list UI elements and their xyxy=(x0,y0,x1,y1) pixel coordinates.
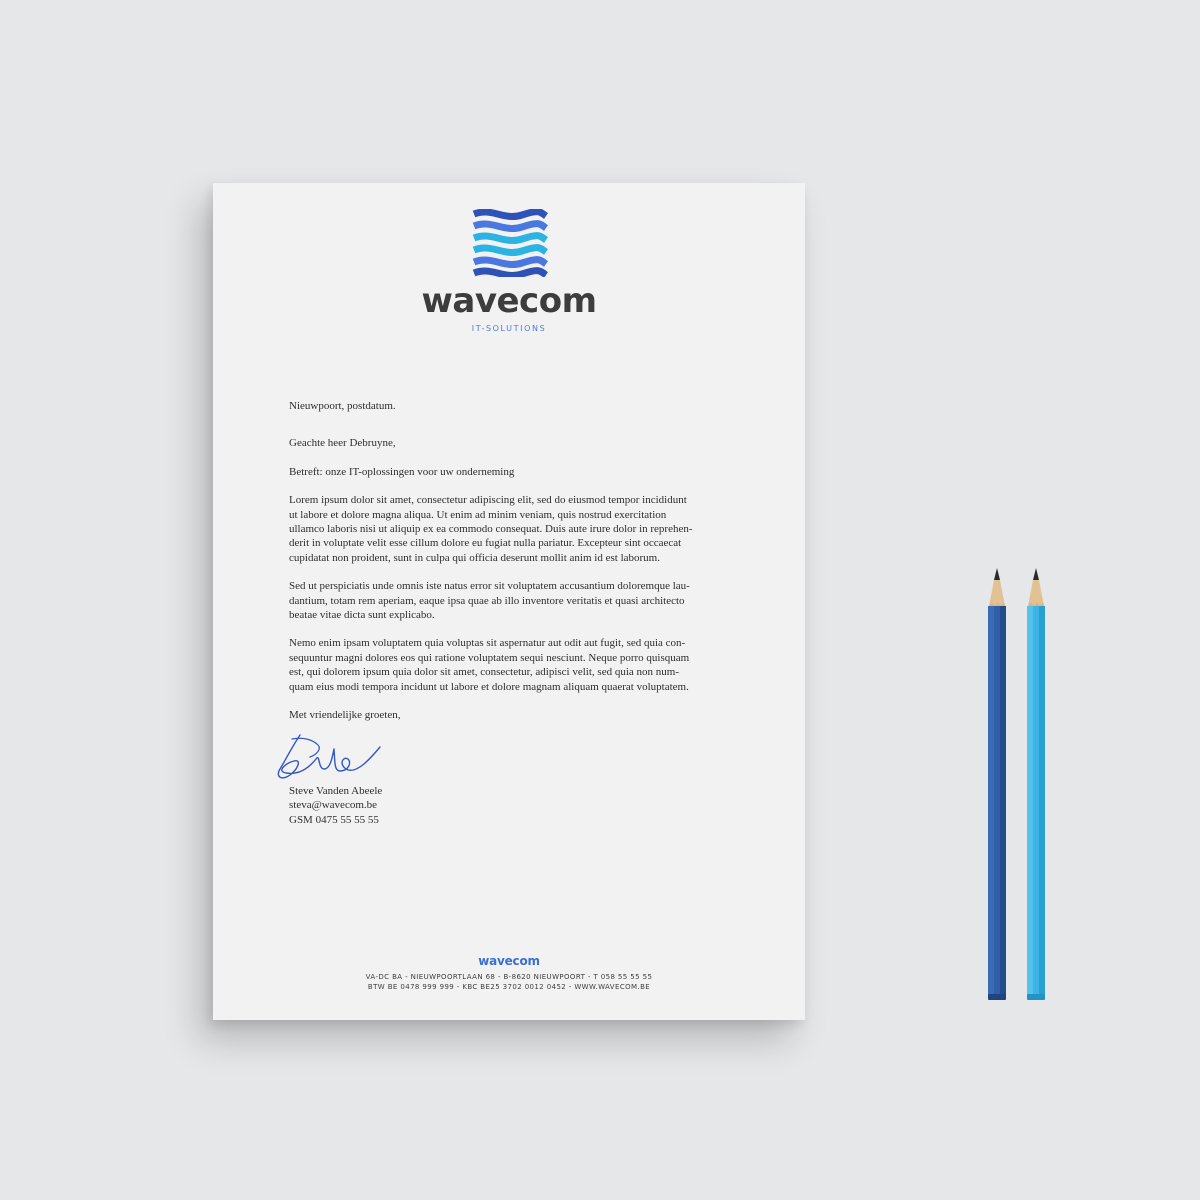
signature-icon xyxy=(272,729,384,789)
place-date: Nieuwpoort, postdatum. xyxy=(289,400,396,412)
sender-phone: GSM 0475 55 55 55 xyxy=(289,813,379,826)
salutation: Geachte heer Debruyne, xyxy=(289,437,396,450)
paragraph-line: dantium, totam rem aperiam, eaque ipsa quae ab illo inventore veritatis et quasi architecto xyxy=(289,594,685,607)
body-paragraph-3 xyxy=(289,636,729,694)
paragraph-line: ut labore et dolore magna aliqua. Ut enim ad minim veniam, quis nostrud exercitation xyxy=(289,508,667,521)
paragraph-line: Nemo enim ipsam voluptatem quia voluptas sit aspernatur aut odit aut fugit, sed quia con- xyxy=(289,637,686,650)
pencil-icon xyxy=(1024,566,1048,1002)
footer-brand: wavecom xyxy=(478,954,540,968)
sender-email[interactable]: steva@wavecom.be xyxy=(289,799,378,812)
pencil-icon xyxy=(985,566,1009,1002)
footer-address-line: VA-DC BA - NIEUWPOORTLAAN 68 - B-8620 NIEUWPOORT - T 058 55 55 55 xyxy=(365,973,653,981)
brand-tagline: IT-SOLUTIONS xyxy=(471,324,547,333)
letter-body xyxy=(289,399,729,723)
body-paragraph-2 xyxy=(289,579,729,622)
paragraph-line: derit in voluptate velit esse cillum dolore eu fugiat nulla pariatur. Excepteur sint occaecat xyxy=(289,537,682,550)
paragraph-line: Sed ut perspiciatis unde omnis iste natus error sit voluptatem accusantium doloremque lau- xyxy=(289,580,690,593)
paragraph-line: est, qui dolorem ipsum quia dolor sit amet, consectetur, adipisci velit, sed quia non num- xyxy=(289,666,679,679)
paragraph-line: beatae vitae dicta sunt explicabo. xyxy=(289,609,435,622)
paragraph-line: sequuntur magni dolores eos qui ratione voluptatem sequi nesciunt. Neque porro quisquam xyxy=(289,651,690,664)
sender-name: Steve Vanden Abeele xyxy=(289,785,383,797)
closing: Met vriendelijke groeten, xyxy=(289,709,401,722)
paragraph-line: quam eius modi tempora incidunt ut labore et dolore magnam aliquam quaerat voluptatem. xyxy=(289,680,689,693)
subject-line: Betreft: onze IT-oplossingen voor uw onderneming xyxy=(289,465,515,478)
paragraph-line: ullamco laboris nisi ut aliquip ex ea commodo consequat. Duis aute irure dolor in reprehen- xyxy=(289,523,693,536)
footer-bank-line: BTW BE 0478 999 999 - KBC BE25 3702 0012 0452 - WWW.WAVECOM.BE xyxy=(367,983,651,991)
letterhead-paper xyxy=(213,183,805,1020)
paragraph-line: cupidatat non proident, sunt in culpa qui officia deserunt mollit anim id est laborum. xyxy=(289,551,660,564)
wavecom-logo-icon xyxy=(472,209,548,277)
sender-details xyxy=(289,784,382,827)
body-paragraph-1 xyxy=(289,493,729,565)
paragraph-line: Lorem ipsum dolor sit amet, consectetur adipiscing elit, sed do eiusmod tempor incididunt xyxy=(289,494,687,507)
brand-wordmark: wavecom xyxy=(421,281,597,321)
